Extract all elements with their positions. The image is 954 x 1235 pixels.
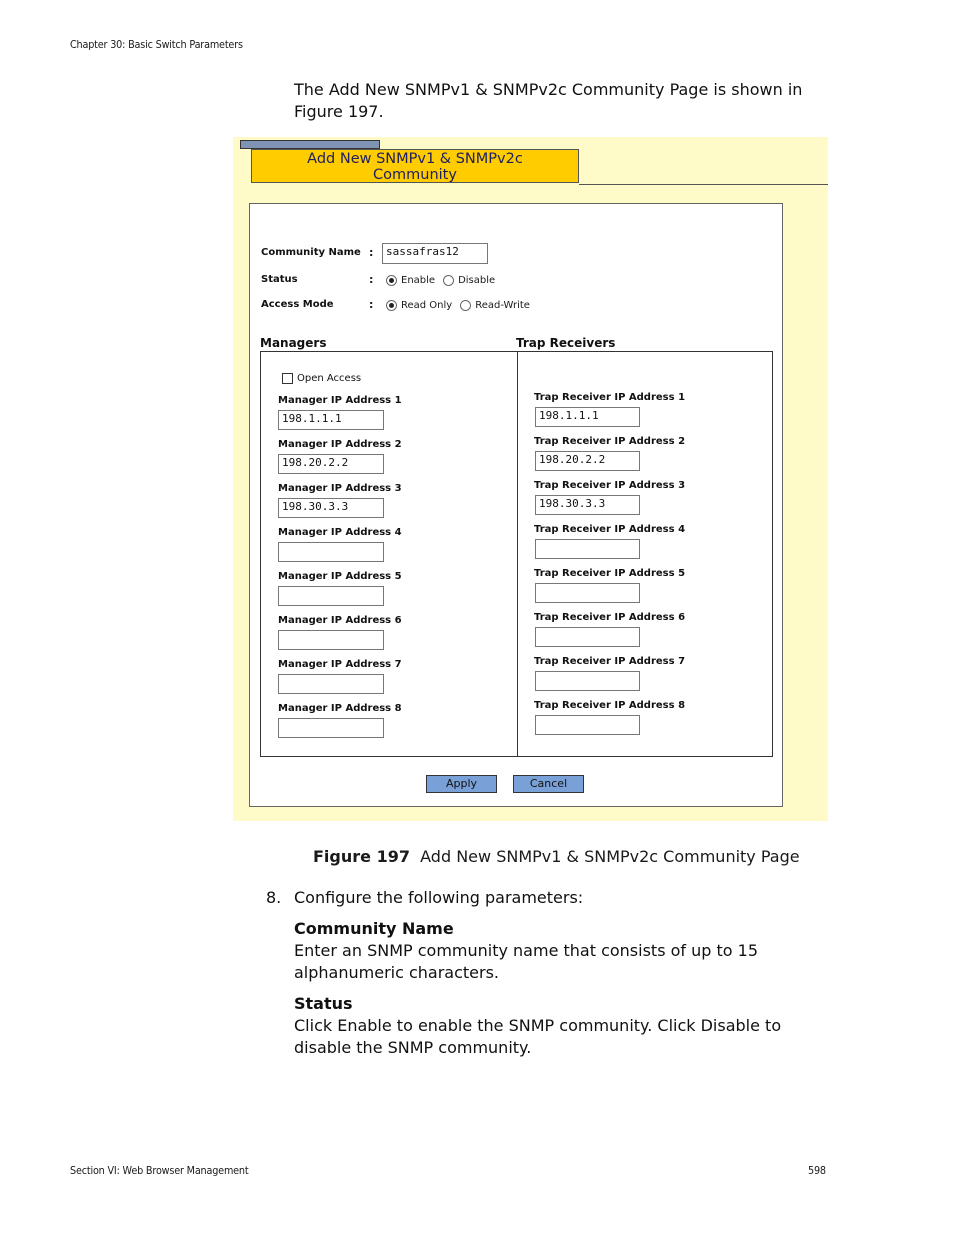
param-description: Enter an SNMP community name that consists of up to 15 alphanumeric characters. — [294, 941, 759, 982]
community-name-input[interactable]: sassafras12 — [382, 243, 488, 264]
manager-ip-input[interactable]: 198.20.2.2 — [278, 454, 384, 474]
access-read-only-label: Read Only — [401, 300, 453, 311]
apply-button[interactable]: Apply — [426, 775, 497, 793]
param-title: Community Name — [294, 919, 454, 938]
colon: : — [369, 246, 374, 259]
status-disable-radio[interactable] — [443, 275, 454, 286]
manager-ip-input[interactable] — [278, 718, 384, 738]
manager-ip-label: Manager IP Address 8 — [278, 703, 402, 714]
cancel-button[interactable]: Cancel — [513, 775, 584, 793]
step-number: 8. — [266, 888, 282, 907]
access-mode-radio-group — [386, 300, 538, 311]
manager-ip-label: Manager IP Address 5 — [278, 571, 402, 582]
title-tab-strip — [240, 140, 380, 149]
trap-receiver-ip-label: Trap Receiver IP Address 4 — [534, 524, 686, 535]
open-access-label: Open Access — [297, 373, 362, 384]
manager-ip-label: Manager IP Address 4 — [278, 527, 402, 538]
column-divider — [517, 352, 518, 756]
trap-receiver-ip-input[interactable] — [535, 583, 640, 603]
step-text: Configure the following parameters: — [294, 888, 584, 907]
figure-number: Figure 197 — [313, 847, 410, 866]
managers-heading: Managers — [260, 336, 327, 350]
manager-ip-label: Manager IP Address 7 — [278, 659, 402, 670]
footer-section: Section VI: Web Browser Management — [70, 1165, 249, 1177]
form-panel — [249, 203, 783, 807]
trap-receiver-ip-label: Trap Receiver IP Address 2 — [534, 436, 686, 447]
trap-receiver-ip-label: Trap Receiver IP Address 5 — [534, 568, 686, 579]
managers-trap-box — [260, 351, 773, 757]
open-access-checkbox[interactable] — [282, 373, 293, 384]
trap-receiver-ip-label: Trap Receiver IP Address 6 — [534, 612, 686, 623]
figure-caption — [313, 847, 800, 866]
manager-ip-label: Manager IP Address 1 — [278, 395, 402, 406]
access-read-write-label: Read-Write — [475, 300, 530, 311]
access-read-write-radio[interactable] — [460, 300, 471, 311]
manager-ip-input[interactable]: 198.1.1.1 — [278, 410, 384, 430]
trap-receiver-ip-label: Trap Receiver IP Address 1 — [534, 392, 686, 403]
status-radio-group — [386, 275, 503, 286]
page-title — [251, 149, 579, 183]
manager-ip-input[interactable] — [278, 586, 384, 606]
colon: : — [369, 298, 374, 311]
trap-receiver-ip-label: Trap Receiver IP Address 7 — [534, 656, 686, 667]
figure-screenshot — [233, 137, 828, 821]
manager-ip-label: Manager IP Address 6 — [278, 615, 402, 626]
title-rule — [579, 184, 828, 185]
trap-receiver-ip-label: Trap Receiver IP Address 3 — [534, 480, 686, 491]
running-header: Chapter 30: Basic Switch Parameters — [70, 39, 243, 51]
trap-receiver-ip-input[interactable]: 198.20.2.2 — [535, 451, 640, 471]
intro-paragraph: The Add New SNMPv1 & SNMPv2c Community Page is shown in Figure 197. — [294, 80, 803, 121]
trap-receiver-ip-label: Trap Receiver IP Address 8 — [534, 700, 686, 711]
access-read-only-radio[interactable] — [386, 300, 397, 311]
figure-caption-text: Add New SNMPv1 & SNMPv2c Community Page — [420, 847, 800, 866]
trap-receiver-ip-input[interactable] — [535, 715, 640, 735]
trap-receiver-ip-input[interactable] — [535, 539, 640, 559]
manager-ip-input[interactable] — [278, 630, 384, 650]
manager-ip-input[interactable]: 198.30.3.3 — [278, 498, 384, 518]
trap-receiver-ip-input[interactable]: 198.1.1.1 — [535, 407, 640, 427]
page-title-line2: Community — [373, 167, 457, 183]
community-name-label: Community Name — [261, 247, 361, 258]
access-mode-label: Access Mode — [261, 299, 334, 310]
manager-ip-label: Manager IP Address 2 — [278, 439, 402, 450]
step-block — [266, 887, 806, 1059]
param-title: Status — [294, 994, 353, 1013]
param-description: Click Enable to enable the SNMP community. Click Disable to disable the SNMP community. — [294, 1016, 782, 1057]
colon: : — [369, 273, 374, 286]
trap-receiver-ip-input[interactable]: 198.30.3.3 — [535, 495, 640, 515]
page-title-line1: Add New SNMPv1 & SNMPv2c — [307, 151, 523, 167]
manager-ip-input[interactable] — [278, 542, 384, 562]
status-label: Status — [261, 274, 298, 285]
status-enable-radio[interactable] — [386, 275, 397, 286]
trap-receivers-heading: Trap Receivers — [516, 336, 616, 350]
manager-ip-label: Manager IP Address 3 — [278, 483, 402, 494]
trap-receiver-ip-input[interactable] — [535, 671, 640, 691]
status-disable-label: Disable — [458, 275, 496, 286]
status-enable-label: Enable — [401, 275, 436, 286]
trap-receiver-ip-input[interactable] — [535, 627, 640, 647]
page-number: 598 — [808, 1165, 826, 1177]
manager-ip-input[interactable] — [278, 674, 384, 694]
